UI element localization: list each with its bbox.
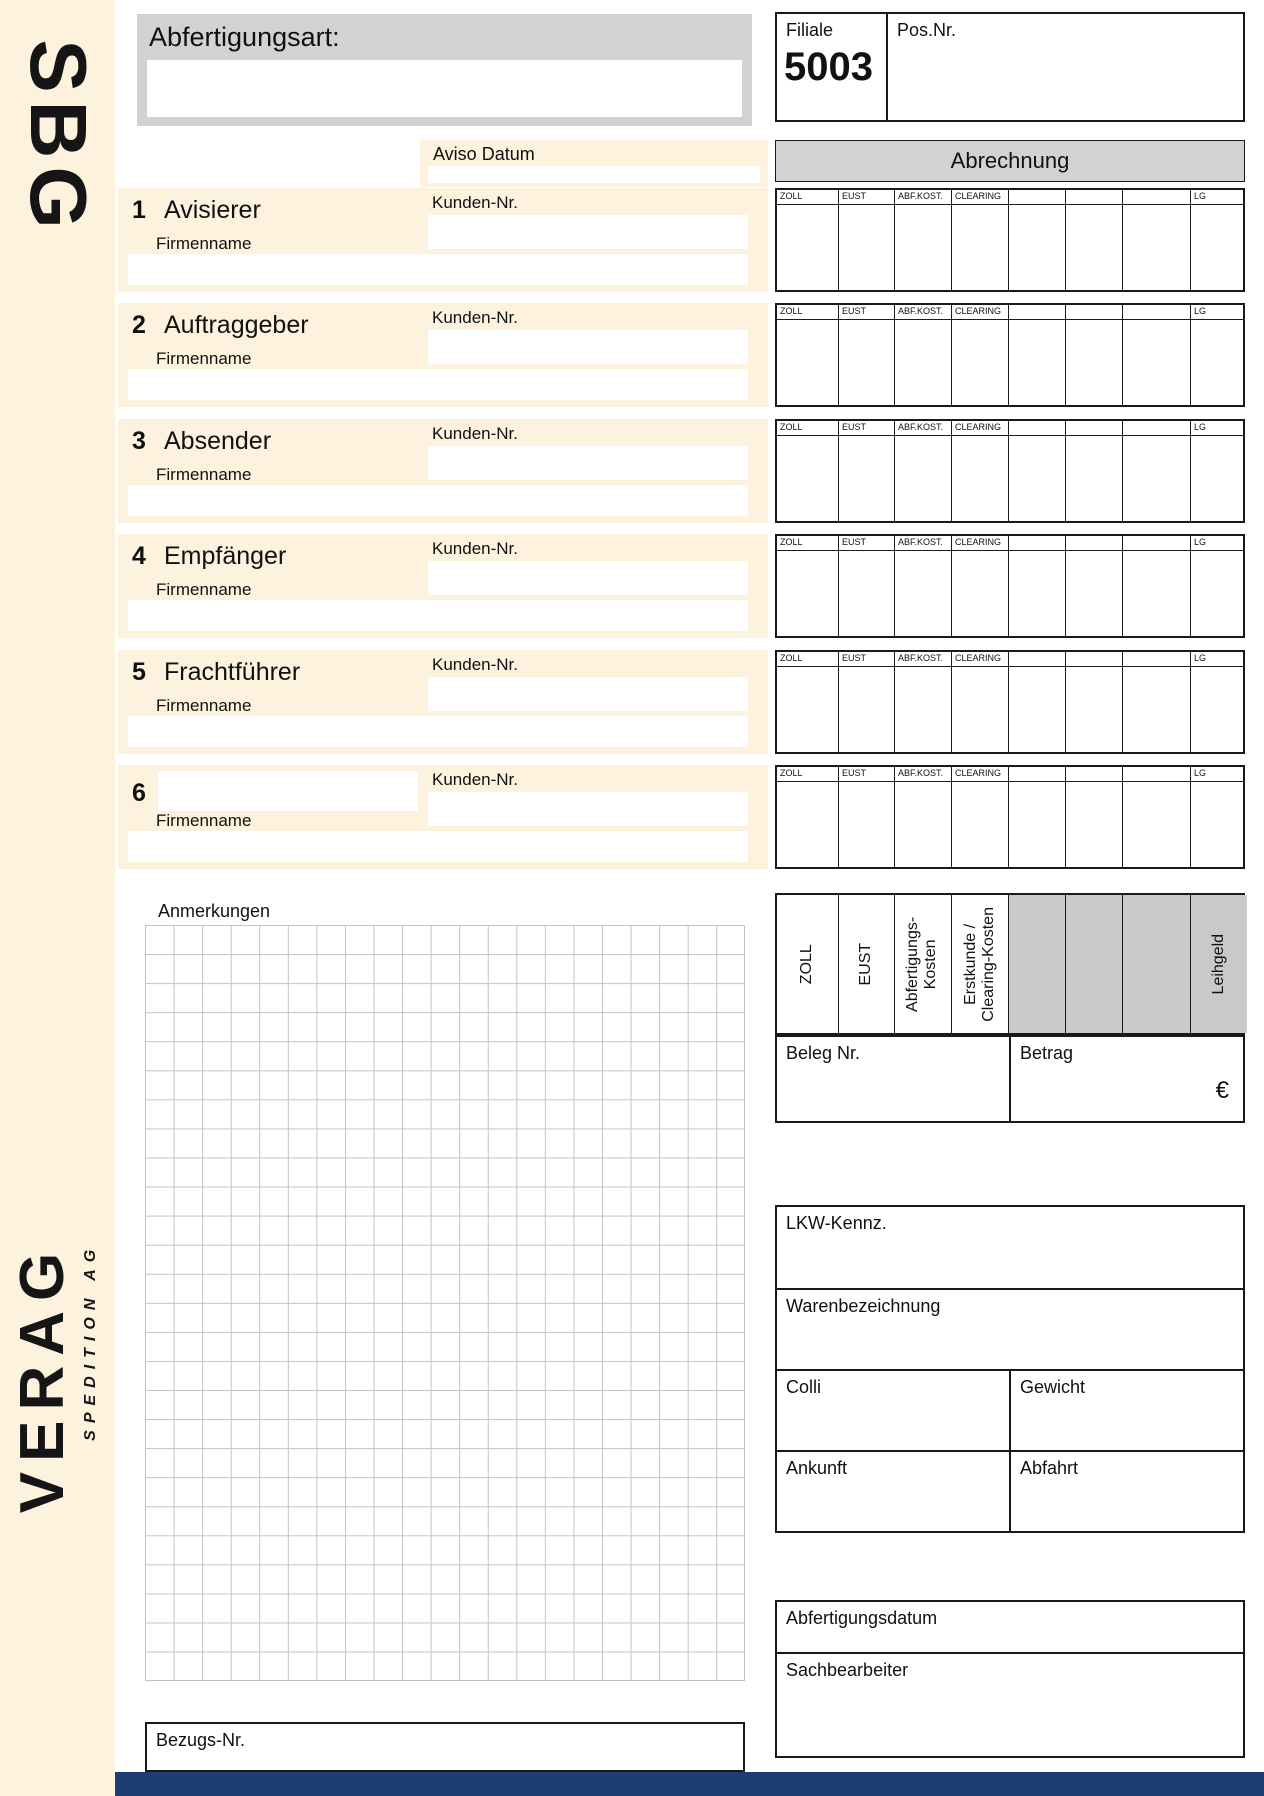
acct-col-header [1123,652,1190,667]
party-row-avisierer [118,188,768,292]
vertical-label-clearingkosten: Erstkunde / Clearing-Kosten [952,895,1009,1033]
posnr-box[interactable] [886,12,1245,122]
euro-symbol: € [1215,1077,1229,1104]
acct-cell-abfkost[interactable] [895,767,952,867]
acct-cell-abfkost[interactable] [895,536,952,636]
acct-col-header [1066,767,1122,782]
row-number: 1 [132,196,146,224]
acct-col-header: LG [1191,421,1243,436]
acct-col-header [1066,421,1122,436]
firmenname-label: Firmenname [156,811,252,830]
firmenname-field[interactable] [128,485,748,516]
vertical-label-abfertigungskosten: Abfertigungs- Kosten [895,895,952,1033]
abrechnung-row-3 [775,419,1245,523]
acct-cell-abfkost[interactable] [895,305,952,405]
kunden-nr-label: Kunden-Nr. [432,308,518,327]
abrechnung-header: Abrechnung [775,140,1245,182]
acct-cell-eust[interactable] [839,652,895,752]
posnr-label: Pos.Nr. [897,20,957,40]
acct-cell-blank[interactable] [1123,305,1191,405]
firmenname-field[interactable] [128,716,748,747]
acct-cell-blank[interactable] [1123,652,1191,752]
acct-cell-blank[interactable] [1009,767,1066,867]
gewicht-label: Gewicht [1020,1377,1086,1397]
abfertigungsdatum-box[interactable] [777,1602,1243,1654]
beleg-nr-box[interactable] [777,1037,1009,1121]
vertical-label-leihgeld: Leihgeld [1191,895,1247,1033]
row-number: 3 [132,427,146,455]
acct-col-header: ZOLL [777,421,838,436]
abrechnung-row-1 [775,188,1245,292]
kunden-nr-field[interactable] [428,792,748,826]
acct-cell-zoll[interactable] [777,652,839,752]
acct-col-header: EUST [839,767,894,782]
acct-cell-blank[interactable] [1123,536,1191,636]
warenbezeichnung-box[interactable] [777,1288,1243,1369]
bezugs-nr-label: Bezugs-Nr. [156,1730,246,1750]
verag-logo-text: VERAG [8,1242,77,1514]
party-row-frachtfuehrer [118,650,768,754]
acct-col-header: LG [1191,652,1243,667]
gewicht-box[interactable] [1009,1371,1243,1450]
sachbearbeiter-box[interactable] [777,1654,1243,1756]
acct-cell-abfkost[interactable] [895,652,952,752]
row-number: 4 [132,542,146,570]
firmenname-field[interactable] [128,600,748,631]
acct-cell-blank[interactable] [1009,421,1066,521]
acct-col-header [1066,190,1122,205]
acct-cell-lg[interactable] [1191,305,1243,405]
beleg-betrag-row [775,1035,1245,1123]
acct-cell-blank[interactable] [1066,190,1123,290]
acct-col-header: LG [1191,536,1243,551]
cargo-info-group [775,1205,1245,1533]
gray-blank-cell [1066,895,1123,1033]
abrechnung-row-4 [775,534,1245,638]
colli-box[interactable] [777,1371,1009,1450]
acct-col-header: CLEARING [952,421,1008,436]
ankunft-abfahrt-row [777,1450,1243,1531]
acct-cell-eust[interactable] [839,305,895,405]
abfertigungsart-input[interactable] [147,60,742,117]
warenbezeichnung-label: Warenbezeichnung [786,1296,941,1316]
acct-cell-abfkost[interactable] [895,190,952,290]
betrag-box[interactable] [1009,1037,1243,1121]
footer-bar [115,1772,1264,1796]
acct-col-header [1009,305,1065,320]
acct-col-header: LG [1191,767,1243,782]
betrag-label: Betrag [1020,1043,1074,1063]
acct-cell-eust[interactable] [839,421,895,521]
acct-cell-blank[interactable] [1066,421,1123,521]
acct-col-header: ZOLL [777,652,838,667]
acct-col-header [1123,190,1190,205]
filiale-label: Filiale [786,20,834,40]
abfahrt-label: Abfahrt [1020,1458,1079,1478]
sidebar [0,0,115,1796]
acct-col-header: ABF.KOST. [895,421,951,436]
acct-cell-clearing[interactable] [952,652,1009,752]
kunden-nr-field[interactable] [428,561,748,595]
kunden-nr-field[interactable] [428,330,748,364]
acct-col-header [1123,536,1190,551]
abfertigungsart-label: Abfertigungsart: [149,22,340,52]
acct-cell-blank[interactable] [1009,305,1066,405]
kunden-nr-label: Kunden-Nr. [432,539,518,558]
abfertigungsart-box [137,14,752,126]
acct-cell-eust[interactable] [839,190,895,290]
acct-cell-clearing[interactable] [952,767,1009,867]
kunden-nr-label: Kunden-Nr. [432,424,518,443]
aviso-datum-label: Aviso Datum [433,144,535,164]
acct-col-header: ABF.KOST. [895,536,951,551]
colli-label: Colli [786,1377,822,1397]
acct-cell-blank[interactable] [1123,190,1191,290]
processing-group [775,1600,1245,1758]
abfahrt-box[interactable] [1009,1452,1243,1531]
acct-cell-clearing[interactable] [952,421,1009,521]
firmenname-label: Firmenname [156,696,252,715]
acct-cell-blank[interactable] [1123,421,1191,521]
role-blank-field[interactable] [158,771,418,811]
gray-blank-cell [1009,895,1066,1033]
party-row-6-blank [118,765,768,869]
row-role-label: Absender [164,427,272,455]
acct-cell-blank[interactable] [1066,767,1123,867]
firmenname-label: Firmenname [156,349,252,368]
row-role-label: Empfänger [164,542,287,570]
acct-cell-lg[interactable] [1191,767,1243,867]
acct-col-header: ZOLL [777,190,838,205]
firmenname-field[interactable] [128,254,748,285]
acct-cell-eust[interactable] [839,536,895,636]
party-row-empfaenger [118,534,768,638]
acct-col-header: ABF.KOST. [895,190,951,205]
acct-cell-blank[interactable] [1066,305,1123,405]
firmenname-label: Firmenname [156,465,252,484]
firmenname-field[interactable] [128,831,748,862]
acct-cell-clearing[interactable] [952,190,1009,290]
colli-gewicht-row [777,1369,1243,1450]
acct-cell-lg[interactable] [1191,190,1243,290]
gray-blank-cell [1123,895,1191,1033]
acct-col-header: LG [1191,305,1243,320]
acct-cell-eust[interactable] [839,767,895,867]
abrechnung-row-5 [775,650,1245,754]
filiale-value: 5003 [784,45,873,89]
row-number: 2 [132,311,146,339]
acct-cell-zoll[interactable] [777,305,839,405]
anmerkungen-grid[interactable] [145,925,745,1681]
kunden-nr-label: Kunden-Nr. [432,770,518,789]
acct-cell-blank[interactable] [1009,536,1066,636]
vertical-label-zoll: ZOLL [777,895,839,1033]
acct-cell-zoll[interactable] [777,190,839,290]
acct-col-header [1066,652,1122,667]
acct-col-header [1009,652,1065,667]
acct-col-header: EUST [839,652,894,667]
acct-cell-blank[interactable] [1066,536,1123,636]
acct-cell-blank[interactable] [1009,652,1066,752]
abrechnung-row-2 [775,303,1245,407]
acct-col-header [1009,421,1065,436]
lkw-kennz-box[interactable] [777,1207,1243,1288]
abrechnung-row-6 [775,765,1245,869]
party-row-auftraggeber [118,303,768,407]
acct-col-header [1066,305,1122,320]
anmerkungen-label: Anmerkungen [158,901,271,921]
acct-col-header: CLEARING [952,190,1008,205]
acct-col-header [1009,767,1065,782]
acct-cell-zoll[interactable] [777,536,839,636]
acct-col-header: LG [1191,190,1243,205]
acct-col-header [1123,305,1190,320]
ankunft-label: Ankunft [786,1458,848,1478]
firmenname-label: Firmenname [156,234,252,253]
acct-col-header [1123,767,1190,782]
sbg-logo: SBG [14,39,103,237]
acct-col-header: CLEARING [952,536,1008,551]
acct-col-header: EUST [839,190,894,205]
acct-col-header [1066,536,1122,551]
sachbearbeiter-label: Sachbearbeiter [786,1660,909,1680]
acct-col-header: CLEARING [952,767,1008,782]
acct-col-header: ABF.KOST. [895,652,951,667]
acct-col-header: EUST [839,536,894,551]
abfertigungsdatum-label: Abfertigungsdatum [786,1608,938,1628]
aviso-datum-field[interactable] [428,166,760,183]
acct-col-header: EUST [839,305,894,320]
filiale-box [775,12,888,122]
acct-col-header: EUST [839,421,894,436]
acct-col-header: CLEARING [952,652,1008,667]
lkw-kennz-label: LKW-Kennz. [786,1213,887,1233]
acct-cell-lg[interactable] [1191,536,1243,636]
acct-cell-zoll[interactable] [777,421,839,521]
kunden-nr-label: Kunden-Nr. [432,655,518,674]
aviso-datum-strip [420,140,768,187]
acct-col-header [1009,190,1065,205]
acct-col-header: CLEARING [952,305,1008,320]
acct-col-header: ABF.KOST. [895,767,951,782]
acct-col-header: ZOLL [777,305,838,320]
vertical-label-eust: EUST [839,895,895,1033]
beleg-nr-label: Beleg Nr. [786,1043,861,1063]
acct-cell-blank[interactable] [1123,767,1191,867]
acct-col-header: ABF.KOST. [895,305,951,320]
row-role-label: Avisierer [164,196,261,224]
row-role-label: Frachtführer [164,658,301,686]
kunden-nr-label: Kunden-Nr. [432,193,518,212]
kunden-nr-field[interactable] [428,677,748,711]
acct-col-header [1123,421,1190,436]
ankunft-box[interactable] [777,1452,1009,1531]
acct-col-header: ZOLL [777,767,838,782]
acct-cell-lg[interactable] [1191,421,1243,521]
abrechnung-column-labels [775,893,1245,1035]
verag-logo [8,1242,100,1514]
acct-cell-zoll[interactable] [777,767,839,867]
acct-col-header [1009,536,1065,551]
acct-cell-abfkost[interactable] [895,421,952,521]
acct-cell-clearing[interactable] [952,536,1009,636]
acct-cell-clearing[interactable] [952,305,1009,405]
row-role-label: Auftraggeber [164,311,309,339]
kunden-nr-field[interactable] [428,446,748,480]
row-number: 5 [132,658,146,686]
row-number: 6 [132,779,146,807]
firmenname-field[interactable] [128,369,748,400]
bezugs-nr-box[interactable] [145,1722,745,1772]
kunden-nr-field[interactable] [428,215,748,249]
acct-cell-lg[interactable] [1191,652,1243,752]
acct-cell-blank[interactable] [1009,190,1066,290]
acct-col-header: ZOLL [777,536,838,551]
party-row-absender [118,419,768,523]
firmenname-label: Firmenname [156,580,252,599]
verag-logo-subtext: SPEDITION AG [82,1242,99,1441]
acct-cell-blank[interactable] [1066,652,1123,752]
